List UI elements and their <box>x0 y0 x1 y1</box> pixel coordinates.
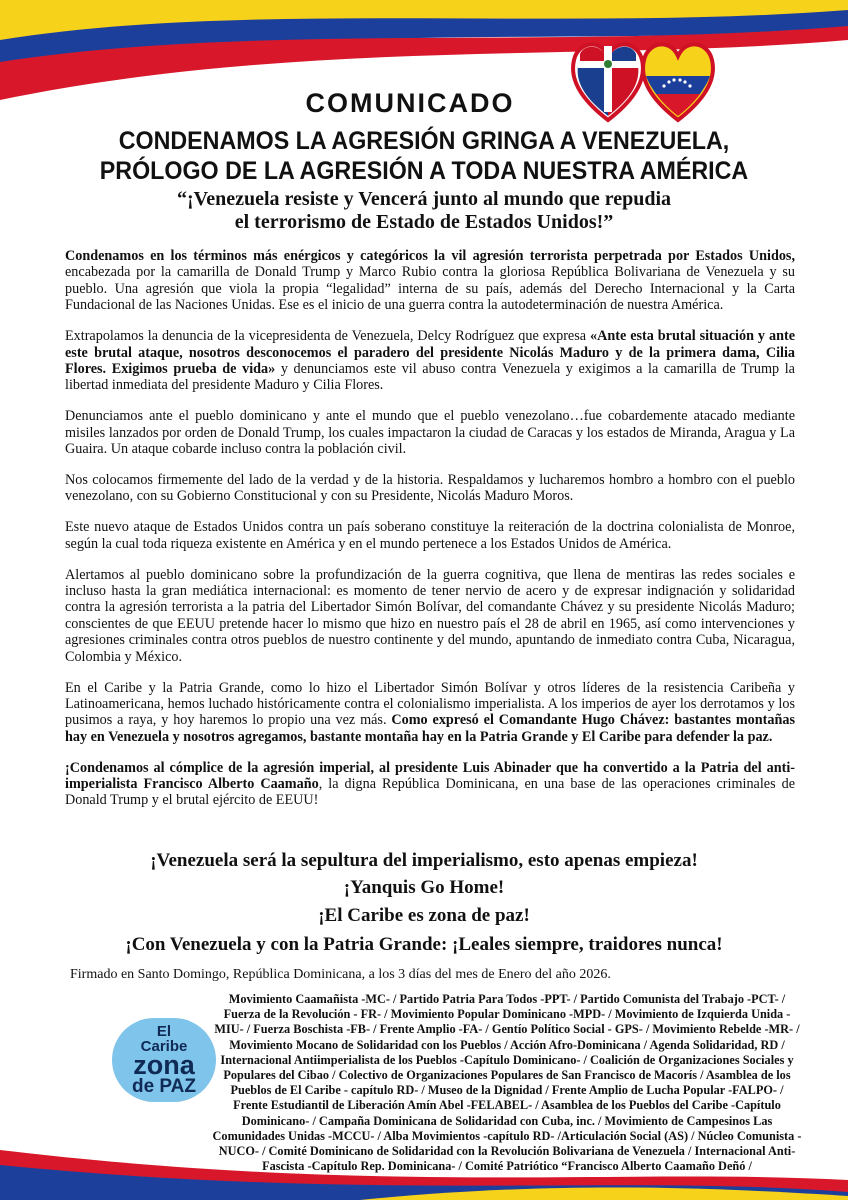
paragraph-8 <box>65 760 795 809</box>
document-label: COMUNICADO <box>305 88 515 118</box>
slogan: ¡Yanquis Go Home! <box>343 877 505 898</box>
paragraph-8-bold: ¡Condenamos al cómplice de la agresión imperial, al presidente Luis Abinader que ha convertido a la Patria del anti-imperialista Francisco Alberto Caamaño <box>65 759 795 793</box>
paragraph-2-bold: «Ante esta brutal situación y ante este brutal ataque, nosotros desconocemos el paradero del presidente Nicolás Maduro y de la primera dama, Cilia Flores. Exigimos prueba de vida» <box>65 328 795 377</box>
slogan: ¡El Caribe es zona de paz! <box>318 905 530 926</box>
flag-hearts-icon <box>568 32 718 127</box>
slogan: ¡Con Venezuela y con la Patria Grande: ¡Leales siempre, traidores nunca! <box>125 934 723 955</box>
paragraph-2 <box>65 328 795 394</box>
zona-de-paz-logo <box>112 1018 216 1102</box>
paragraph-4: Nos colocamos firmemente del lado de la verdad y de la historia. Respaldamos y lucharemos hombro a hombro con el pueblo venezolano, con su Gobierno Constitucional y con su Presidente, Nicolás Maduro Moros. <box>65 471 795 505</box>
signature-line: Firmado en Santo Domingo, República Dominicana, a los 3 días del mes de Enero del año 2026. <box>70 967 611 982</box>
paragraph-8-text: , la digna República Dominicana, en una base de las operaciones criminales de Donald Trump y el brutal ejército de EEUU! <box>65 776 796 809</box>
slogan: ¡Venezuela será la sepultura del imperialismo, esto apenas empieza! <box>150 850 698 871</box>
badge-line: zona <box>133 1050 195 1080</box>
paragraph-1-text: encabezada por la camarilla de Donald Trump y Marco Rubio contra la gloriosa República Bolivariana de Venezuela y su pueblo. Una agresión que viola la propia “legalidad” interna de su país, además del Derecho Internacional y la Carta Fundacional de las Naciones Unidas. Ese es el inicio de una guerra contra la autodeterminación de nuestra América. <box>65 264 795 314</box>
statement-body <box>65 248 795 823</box>
badge-line: de PAZ <box>131 1076 197 1097</box>
paragraph-7 <box>65 680 795 746</box>
paragraph-2-text-a: Extrapolamos la denuncia de la vicepresidenta de Venezuela, Delcy Rodríguez que expresa <box>65 328 590 345</box>
paragraph-6: Alertamos al pueblo dominicano sobre la profundización de la guerra cognitiva, que llena de mentiras las redes sociales e incluso hasta la gran mediática internacional: es momento de tener nervio de acero y de expresar indignación y solidaridad contra la agresión terrorista a la patria del Libertador Simón Bolívar, del comandante Chávez y su presidente Nicolás Maduro; conscientes de que EEUU pretende hacer lo mismo que hizo en nuestro país el 28 de abril en 1965, así como intervenciones y agresiones criminales contra otros pueblos de nuestro continente y del mundo, apuntando de inmediato contra Cuba, Nicaragua, Colombia y México. <box>65 566 795 665</box>
badge-line: Caribe <box>140 1038 188 1055</box>
paragraph-1-bold: Condenamos en los términos más enérgicos y categóricos la vil agresión terrorista perpetrada por Estados Unidos, <box>65 248 795 264</box>
quote-line-1: “¡Venezuela resiste y Vencerá junto al mundo que repudia <box>176 188 672 210</box>
paragraph-3: Denunciamos ante el pueblo dominicano y ante el mundo que el pueblo venezolano…fue cobardemente atacado mediante misiles lanzados por orden de Donald Trump, los cuales impactaron la ciudad de Caracas y los estados de Miranda, Aragua y La Guaira. Un ataque cobarde incluso contra la población civil. <box>65 408 795 458</box>
paragraph-7-bold: Como expresó el Comandante Hugo Chávez: bastantes montañas hay en Venezuela y nosotros agregamos, bastante montaña hay en la Patria Grande y El Caribe para defender la paz. <box>65 712 795 745</box>
signing-organizations: Movimiento Caamañista -MC- / Partido Patria Para Todos -PPT- / Partido Comunista del Trabajo -PCT- / Fuerza de la Revolución - FR- / Movimiento Popular Dominicano -MPD- / Movimiento de Izquierda Unida -MIU- / Fuerza Boschista -FB- / Frente Amplio -FA- / Gentío Político Social - GPS- / Movimiento Rebelde -MR- / Movimiento Mocano de Solidaridad con los Pueblos / Acción Afro-Dominicana / Agenda Solidaridad, RD / Internacional Antiimperialista de los Pueblos -Capítulo Dominicano- / Coalición de Organizaciones Sociales y Populares del Cibao / Colectivo de Organizaciones Populares de San Francisco de Macorís / Asamblea de los Pueblos de El Caribe - capítulo RD- / Museo de la Dignidad / Frente Amplio de Lucha Popular -FALPO- / Frente Estudiantil de Liberación Amín Abel -FELABEL- / Asamblea de los Pueblos del Caribe -Capítulo Dominicano- / Campaña Dominicana de Solidaridad con Cuba, inc. / Movimiento de Campesinos Las Comunidades Unidas -MCCU- / Alba Movimientos -capítulo RD- /Articulación Social (AS) / Núcleo Comunista -NUCO- / Comité Dominicano de Solidaridad con la Revolución Bolivariana de Venezuela / Internacional Anti-Fascista -Capítulo Rep. Dominicana- / Comité Patriótico “Francisco Alberto Caamaño Deñó / <box>212 992 802 1174</box>
headline-line-1: CONDENAMOS LA AGRESIÓN GRINGA A VENEZUELA, <box>118 127 730 155</box>
paragraph-5: Este nuevo ataque de Estados Unidos contra un país soberano constituye la reiteración de la doctrina colonialista de Monroe, según la cual toda riqueza existente en América y en el mundo pertenece a los Estados Unidos de América. <box>65 519 795 552</box>
quote-line-2: el terrorismo de Estado de Estados Unidos!” <box>234 211 614 233</box>
badge-line: El <box>156 1023 172 1040</box>
headline-line-2: PRÓLOGO DE LA AGRESIÓN A TODA NUESTRA AMÉRICA <box>99 157 749 185</box>
paragraph-7-text: En el Caribe y la Patria Grande, como lo hizo el Libertador Simón Bolívar y otros líderes de la resistencia Caribeña y Latinoamericana, hemos luchado históricamente contra el colonialismo imperialista. A los imperios de ayer los derrotamos y los pusimos a raya, y hoy haremos lo propio una vez más. <box>65 679 795 729</box>
paragraph-1 <box>65 248 795 314</box>
paragraph-2-text-b: y denunciamos este vil abuso contra Venezuela y exigimos a la camarilla de Trump la libertad inmediata del presidente Maduro y Cilia Flores. <box>65 360 795 394</box>
page-title <box>30 126 819 186</box>
subtitle-quote <box>0 188 848 234</box>
